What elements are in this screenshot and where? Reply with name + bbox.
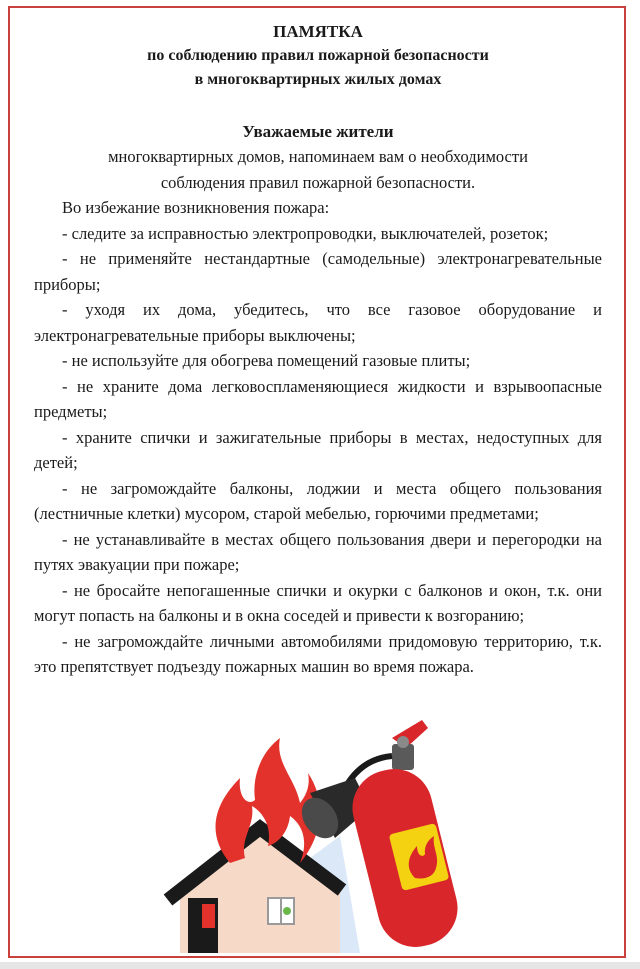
rule-item: - не применяйте нестандартные (самодельные) электронагревательные приборы; [34,249,602,294]
greeting-line2: соблюдения правил пожарной безопасности. [160,172,476,192]
bottom-edge [0,962,640,969]
house-icon [168,826,342,953]
rule-item: - не бросайте непогашенные спички и окурки с балконов и окон, т.к. они могут попасть на балконы и в окна соседей и привести к возгоранию; [34,580,602,625]
memo-subtitle-line1: по соблюдению правил пожарной безопасности [147,47,489,64]
memo-document [34,20,602,680]
rules-intro: Во избежание возникновения пожара: [62,198,330,217]
rule-item: - уходя их дома, убедитесь, что все газовое оборудование и электронагревательные приборы выключены; [34,300,602,345]
rule-item: - не используйте для обогрева помещений газовые плиты; [62,351,471,370]
rule-item: - не храните дома легковоспламеняющиеся жидкости и взрывоопасные предметы; [34,376,602,421]
fire-safety-illustration [160,708,500,953]
greeting-line1: многоквартирных домов, напоминаем вам о необходимости [108,147,528,166]
rules-list [34,221,602,680]
rule-item: - не устанавливайте в местах общего пользования двери и перегородки на путях эвакуации при пожаре; [34,529,602,574]
memo-title: ПАМЯТКА [273,22,363,41]
rule-item: - не загромождайте балконы, лоджии и места общего пользования (лестничные клетки) мусором, старой мебелью, горючими предметами; [34,478,602,523]
greeting-heading: Уважаемые жители [242,122,394,141]
spacer [34,92,602,120]
rule-item: - следите за исправностью электропроводки, выключателей, розеток; [62,223,549,243]
memo-subtitle-line2: в многоквартирных жилых домах [194,71,442,88]
rule-item: - не загромождайте личными автомобилями придомовую территорию, т.к. это препятствует подъезду пожарных машин во время пожара. [34,631,602,676]
rule-item: - храните спички и зажигательные приборы в местах, недоступных для детей; [34,427,602,472]
memo-sheet [8,6,626,958]
